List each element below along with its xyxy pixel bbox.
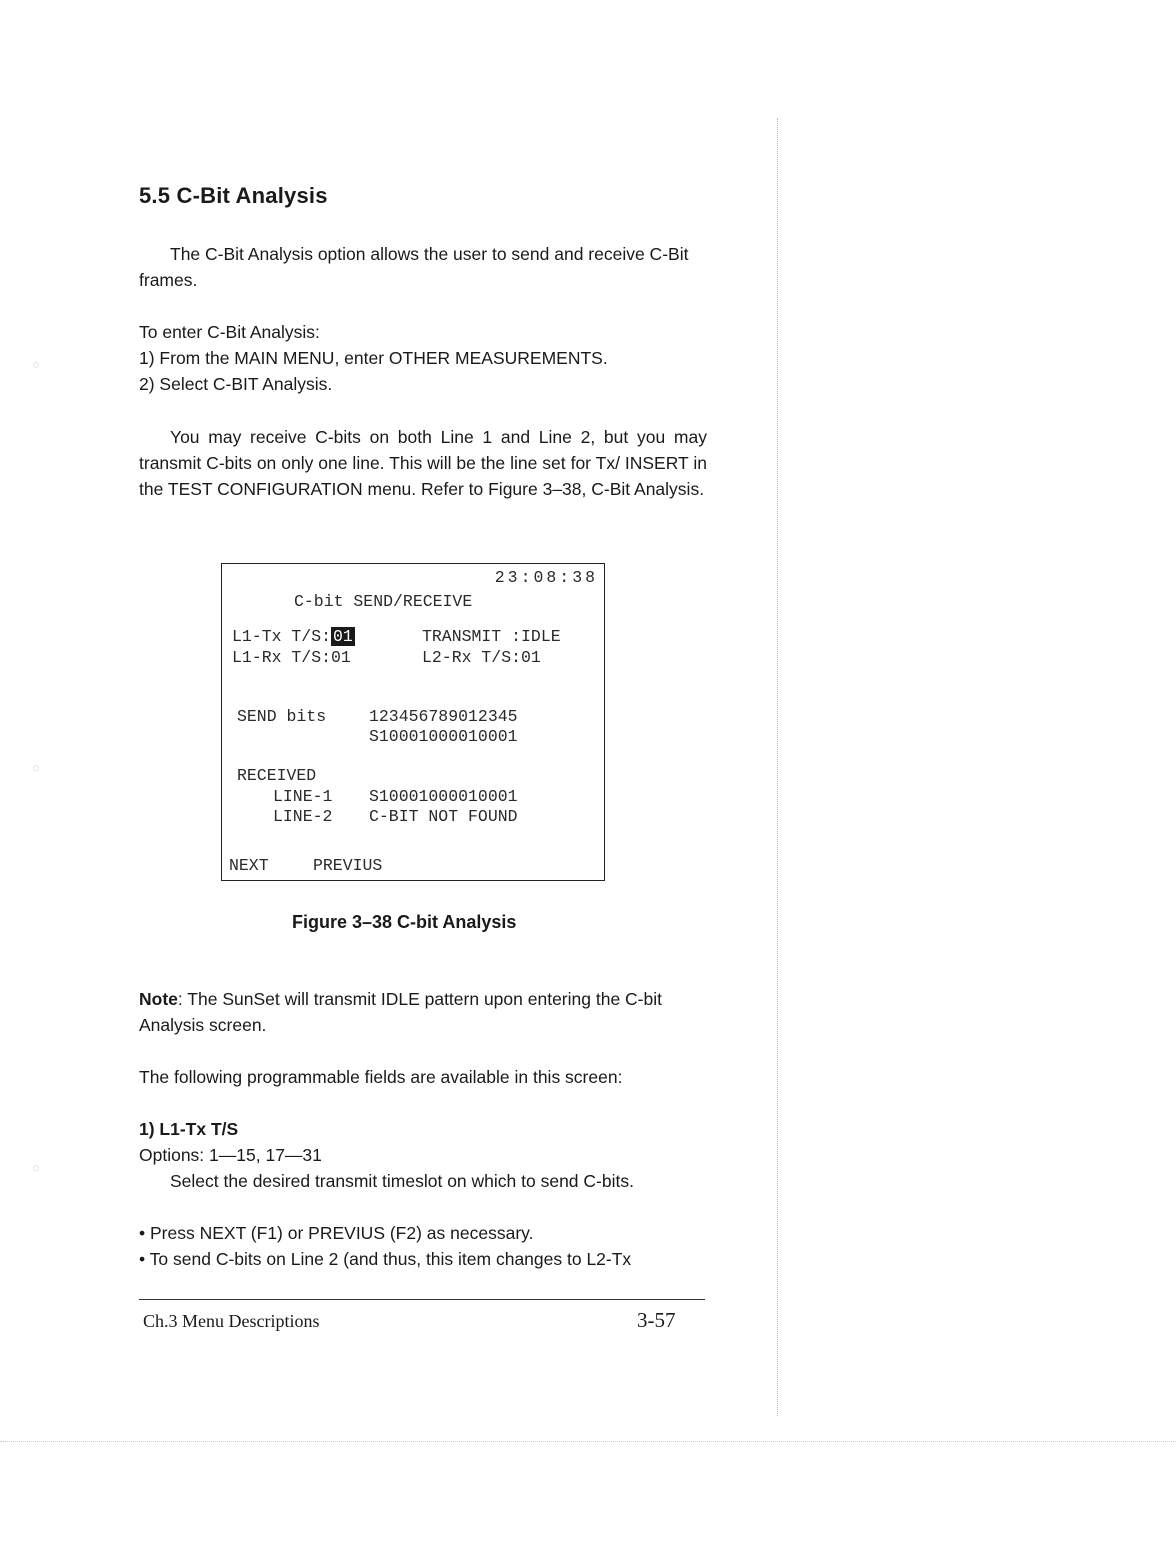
receive-paragraph: You may receive C-bits on both Line 1 and Line 2, but you may transmit C-bits on only one line. This will be the line set for Tx/ INSERT in the TEST CONFIGURATION menu. Refer to Figure 3–38, C-Bit Analysis. [139,427,707,499]
note-text: : The SunSet will transmit IDLE pattern upon entering the C-bit Analysis screen. [139,989,662,1035]
line-2-value: C-BIT NOT FOUND [369,807,518,826]
punch-hole-mark [33,362,39,368]
field-1-heading: 1) L1-Tx T/S [139,1119,239,1139]
l1-tx-label: L1-Tx T/S: [232,627,332,646]
l1-tx-timeslot-field[interactable]: 01 [333,627,353,646]
enter-step-1: 1) From the MAIN MENU, enter OTHER MEASUREMENTS. [139,348,608,368]
note-paragraph [139,986,707,1038]
l2-rx-timeslot: L2-Rx T/S:01 [422,648,541,667]
scan-margin-line [777,118,778,1416]
section-title: 5.5 C-Bit Analysis [139,183,328,208]
screen-title: C-bit SEND/RECEIVE [294,592,473,611]
screen-time: 23:08:38 [494,568,598,587]
l1-rx-timeslot: L1-Rx T/S:01 [232,648,351,667]
l1-tx-row [232,627,355,647]
figure-caption: Figure 3–38 C-bit Analysis [292,912,517,932]
punch-hole-mark [33,1165,39,1171]
next-softkey[interactable]: NEXT [229,856,269,875]
punch-hole-mark [33,765,39,771]
transmit-status: TRANSMIT :IDLE [422,627,561,646]
previus-softkey[interactable]: PREVIUS [313,856,383,875]
cbit-screen [221,563,605,881]
enter-step-2: 2) Select C-BIT Analysis. [139,374,333,394]
footer-chapter: Ch.3 Menu Descriptions [143,1311,320,1331]
send-bits-index: 123456789012345 [369,707,518,726]
scan-bottom-line [0,1441,1176,1442]
bullet-item: • Press NEXT (F1) or PREVIUS (F2) as necessary. [139,1223,534,1243]
line-2-label: LINE-2 [273,807,333,826]
note-label: Note [139,989,178,1009]
field-1-description: Select the desired transmit timeslot on which to send C-bits. [170,1171,634,1191]
enter-heading: To enter C-Bit Analysis: [139,322,320,342]
footer-divider [139,1299,705,1300]
received-label: RECEIVED [237,766,317,785]
field-1-options: Options: 1—15, 17—31 [139,1145,322,1165]
line-1-label: LINE-1 [273,787,333,806]
bullet-item: • To send C-bits on Line 2 (and thus, this item changes to L2-Tx [139,1249,632,1269]
send-bits-value: S10001000010001 [369,727,518,746]
line-1-value: S10001000010001 [369,787,518,806]
send-bits-label: SEND bits [237,707,327,726]
page-number: 3-57 [637,1308,676,1332]
intro-paragraph: The C-Bit Analysis option allows the user to send and receive C-Bit frames. [139,244,689,290]
fields-intro: The following programmable fields are available in this screen: [139,1067,623,1087]
